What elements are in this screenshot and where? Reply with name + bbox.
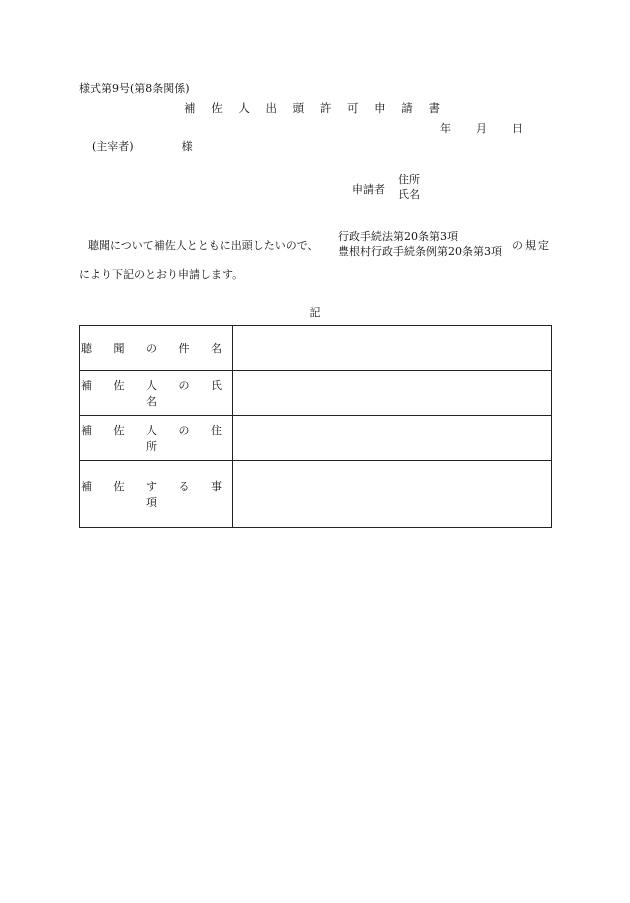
row-label: 聴 聞 の 件 名 [80,326,233,371]
law-option-act: 行政手続法第20条第3項 [338,230,458,243]
body-text-tail: の規定 [512,239,551,252]
assistance-matters-field[interactable] [233,461,552,528]
addressee-honorific: 様 [181,140,193,153]
ki-heading: 記 [309,306,321,319]
row-label: 補 佐 人 の 氏 名 [80,371,233,416]
body-text-line2: により下記のとおり申請します。 [79,268,244,281]
details-table [79,325,552,528]
law-option-ordinance: 豊根村行政手続条例第20条第3項 [338,245,502,258]
body-text-lead: 聴聞について補佐人とともに出頭したいので、 [88,239,319,252]
applicant-address-label: 住所 [398,173,420,186]
hearing-subject-field[interactable] [233,326,552,371]
document-title: 補 佐 人 出 頭 許 可 申 請 書 [184,101,446,115]
form-number: 様式第9号(第8条関係) [79,82,190,95]
year-label: 年 [440,122,451,135]
addressee [92,138,193,154]
applicant-label: 申請者 [352,183,385,196]
table-row [80,416,552,461]
assistant-address-field[interactable] [233,416,552,461]
table-row [80,371,552,416]
day-label: 日 [512,122,523,135]
month-label: 月 [476,122,487,135]
applicant-fields [398,172,420,202]
applicant-name-label: 氏名 [398,188,420,201]
table-row [80,326,552,371]
row-label: 補 佐 人 の 住 所 [80,416,233,461]
date-line [440,120,523,136]
row-label: 補 佐 す る 事 項 [80,461,233,528]
law-options [338,229,502,259]
addressee-role: (主宰者) [92,140,134,153]
table-row [80,461,552,528]
assistant-name-field[interactable] [233,371,552,416]
